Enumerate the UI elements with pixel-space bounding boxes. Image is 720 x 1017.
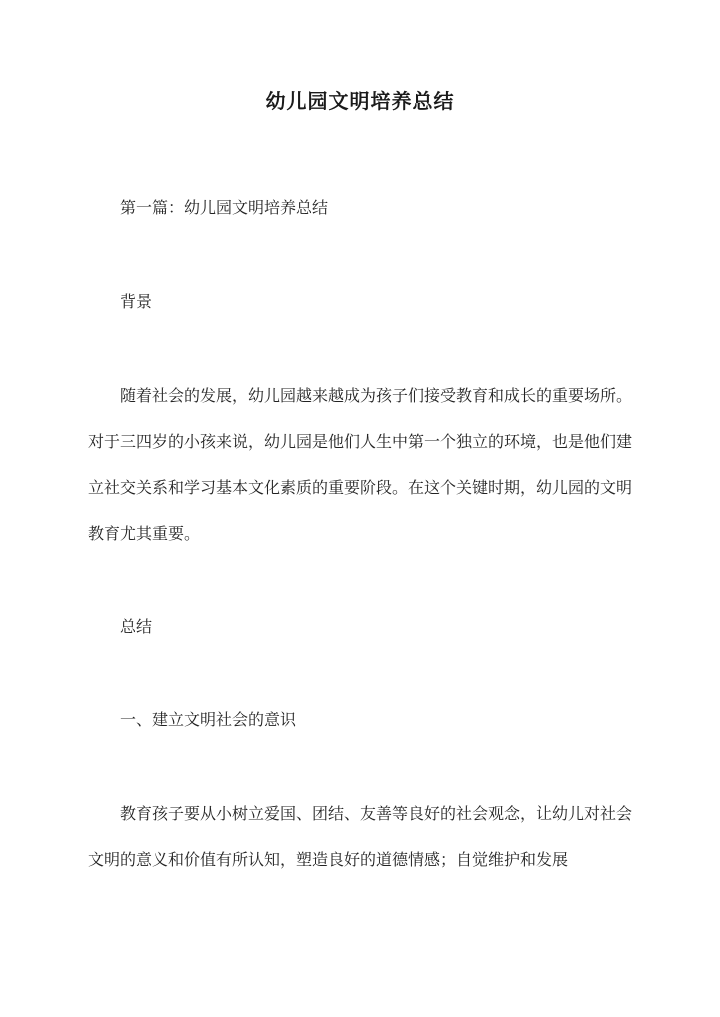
background-paragraph: 随着社会的发展，幼儿园越来越成为孩子们接受教育和成长的重要场所。对于三四岁的小孩来说，幼儿园是他们人生中第一个独立的环境，也是他们建立社交关系和学习基本文化素质的重要阶段。在这个关键时期，幼儿园的文明教育尤其重要。: [88, 386, 633, 543]
point-one-heading: 一、建立文明社会的意识: [120, 710, 297, 729]
point-one-paragraph: 教育孩子要从小树立爱国、团结、友善等良好的社会观念，让幼儿对社会文明的意义和价值有所认知，塑造良好的道德情感；自觉维护和发展: [88, 804, 633, 869]
summary-heading: 总结: [120, 617, 153, 636]
section-heading: 第一篇：幼儿园文明培养总结: [120, 198, 329, 217]
document-title: 幼儿园文明培养总结: [265, 89, 455, 113]
background-heading: 背景: [120, 292, 153, 311]
